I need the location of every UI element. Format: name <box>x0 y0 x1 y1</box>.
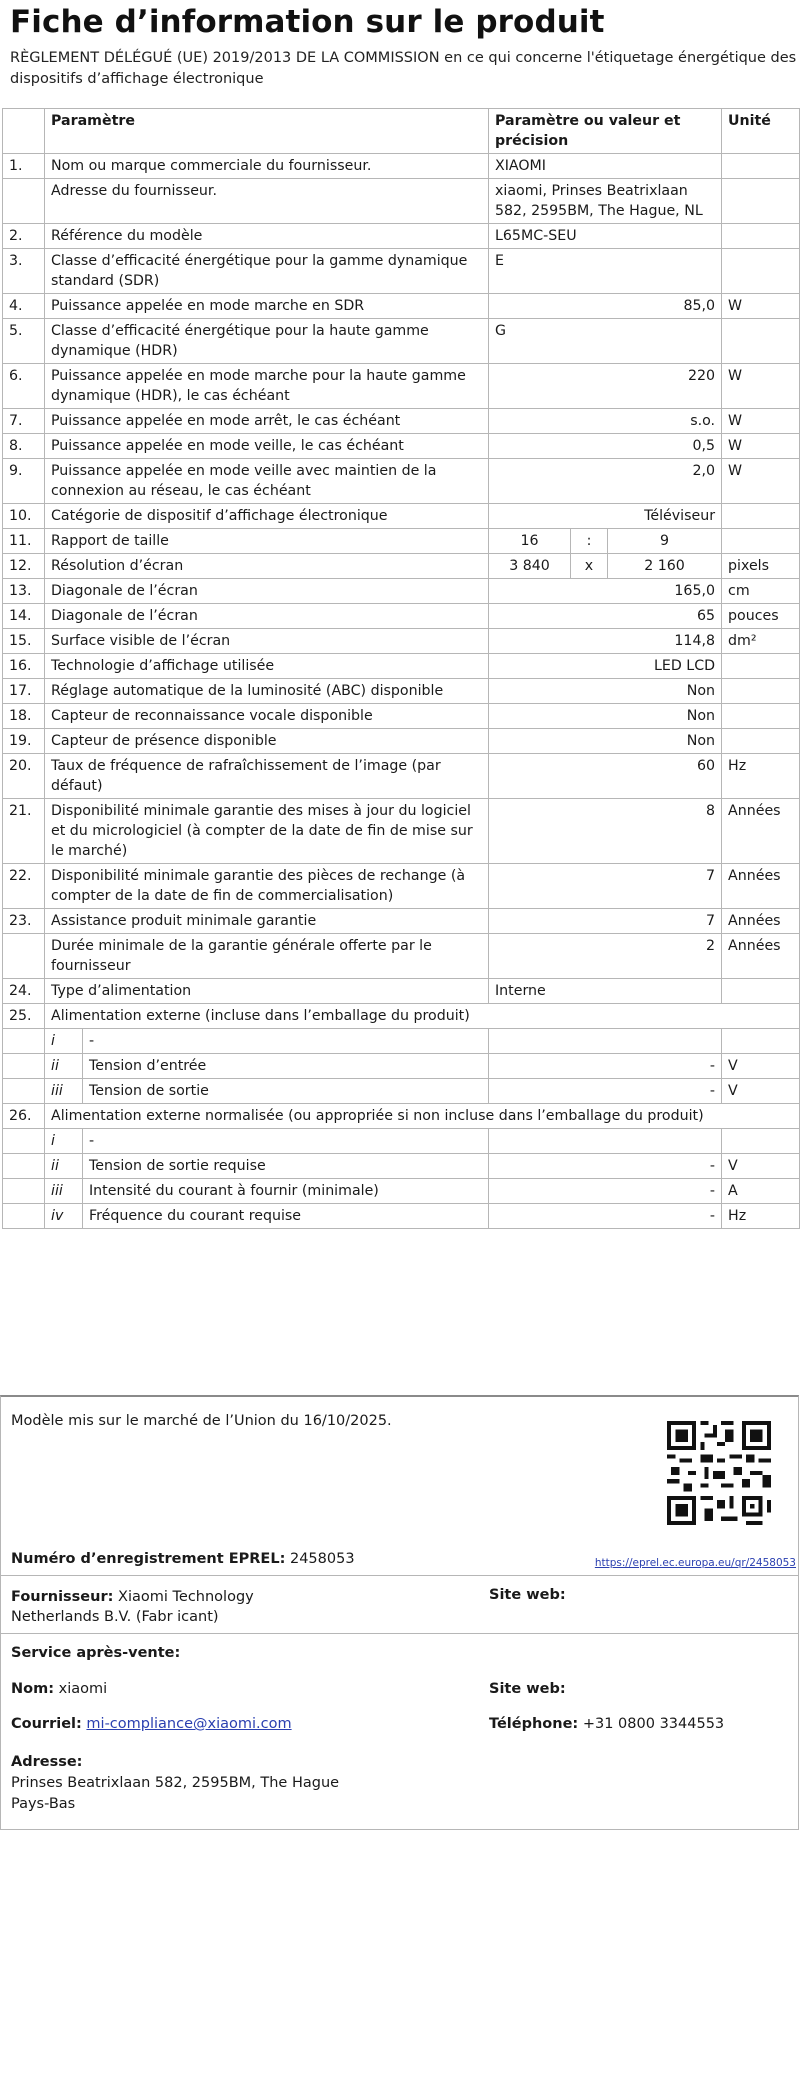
website-label-service: Site web: <box>489 1681 566 1697</box>
table-row: 21. Disponibilité minimale garantie des mises à jour du logiciel et du micrologiciel (à compter de la date de fin de mise sur le marché) 8 Années <box>3 799 800 864</box>
table-row: iii Tension de sortie - V <box>3 1079 800 1104</box>
phone-number: +31 0800 3344553 <box>582 1716 725 1732</box>
page-title: Fiche d’information sur le produit <box>10 4 605 40</box>
name-label: Nom: <box>11 1681 55 1697</box>
table-row: i - <box>3 1129 800 1154</box>
table-row: 2. Référence du modèle L65MC-SEU <box>3 224 800 249</box>
table-row: 8. Puissance appelée en mode veille, le cas échéant 0,5 W <box>3 434 800 459</box>
table-row: 15. Surface visible de l’écran 114,8 dm² <box>3 629 800 654</box>
regulation-subtitle: RÈGLEMENT DÉLÉGUÉ (UE) 2019/2013 DE LA COMMISSION en ce qui concerne l'étiquetage énergétique des dispositifs d’affichage électronique <box>10 50 797 87</box>
eprel-link[interactable]: https://eprel.ec.europa.eu/qr/2458053 <box>594 1557 796 1569</box>
email-label: Courriel: <box>11 1716 82 1732</box>
table-row: 5. Classe d’efficacité énergétique pour la haute gamme dynamique (HDR) G <box>3 319 800 364</box>
table-row: 6. Puissance appelée en mode marche pour la haute gamme dynamique (HDR), le cas échéant 220 W <box>3 364 800 409</box>
table-row: iv Fréquence du courant requise - Hz <box>3 1204 800 1229</box>
table-row: 9. Puissance appelée en mode veille avec maintien de la connexion au réseau, le cas échéant 2,0 W <box>3 459 800 504</box>
header-unit: Unité <box>722 109 800 154</box>
table-row: 16. Technologie d’affichage utilisée LED LCD <box>3 654 800 679</box>
email-link[interactable]: mi-compliance@xiaomi.com <box>86 1716 292 1732</box>
table-row: Adresse du fournisseur. xiaomi, Prinses Beatrixlaan 582, 2595BM, The Hague, NL <box>3 179 800 224</box>
product-info-table <box>2 108 800 1229</box>
table-row: 1. Nom ou marque commerciale du fournisseur. XIAOMI <box>3 154 800 179</box>
table-row: 11. Rapport de taille 16 : 9 <box>3 529 800 554</box>
eprel-label: Numéro d’enregistrement EPREL: <box>11 1551 286 1567</box>
table-row: 12. Résolution d’écran 3 840 x 2 160 pixels <box>3 554 800 579</box>
address-line-2: Pays-Bas <box>11 1796 76 1812</box>
table-row: 23. Assistance produit minimale garantie 7 Années <box>3 909 800 934</box>
header <box>10 4 800 90</box>
header-param: Paramètre <box>45 109 489 154</box>
market-date-text: Modèle mis sur le marché de l’Union du 16/10/2025. <box>11 1413 392 1429</box>
table-row: 10. Catégorie de dispositif d’affichage électronique Téléviseur <box>3 504 800 529</box>
table-row: 19. Capteur de présence disponible Non <box>3 729 800 754</box>
table-row: 26. Alimentation externe normalisée (ou appropriée si non incluse dans l’emballage du produit) <box>3 1104 800 1129</box>
table-row: 14. Diagonale de l’écran 65 pouces <box>3 604 800 629</box>
phone-label: Téléphone: <box>489 1716 579 1732</box>
table-row: iii Intensité du courant à fournir (minimale) - A <box>3 1179 800 1204</box>
service-label: Service après-vente: <box>11 1645 181 1661</box>
table-row: 3. Classe d’efficacité énergétique pour la gamme dynamique standard (SDR) E <box>3 249 800 294</box>
table-row: 17. Réglage automatique de la luminosité (ABC) disponible Non <box>3 679 800 704</box>
table-row: 25. Alimentation externe (incluse dans l’emballage du produit) <box>3 1004 800 1029</box>
table-row: ii Tension de sortie requise - V <box>3 1154 800 1179</box>
supplier-footer <box>0 1395 799 1830</box>
table-row: 4. Puissance appelée en mode marche en SDR 85,0 W <box>3 294 800 319</box>
table-row: 7. Puissance appelée en mode arrêt, le cas échéant s.o. W <box>3 409 800 434</box>
table-row: 13. Diagonale de l’écran 165,0 cm <box>3 579 800 604</box>
table-row: 24. Type d’alimentation Interne <box>3 979 800 1004</box>
table-row: 18. Capteur de reconnaissance vocale disponible Non <box>3 704 800 729</box>
eprel-number: 2458053 <box>289 1551 355 1567</box>
service-name: xiaomi <box>58 1681 108 1697</box>
supplier-name: Xiaomi Technology Netherlands B.V. (Fabr icant) <box>11 1589 254 1625</box>
website-label: Site web: <box>489 1587 566 1603</box>
header-value: Paramètre ou valeur et précision <box>489 109 722 154</box>
table-header-row <box>3 109 800 154</box>
table-row: i - <box>3 1029 800 1054</box>
qr-code-icon[interactable] <box>667 1421 771 1525</box>
supplier-label: Fournisseur: <box>11 1589 114 1605</box>
table-row: 22. Disponibilité minimale garantie des pièces de rechange (à compter de la date de fin de commercialisation) 7 Années <box>3 864 800 909</box>
address-label: Adresse: <box>11 1754 83 1770</box>
table-row: 20. Taux de fréquence de rafraîchissement de l’image (par défaut) 60 Hz <box>3 754 800 799</box>
table-row: Durée minimale de la garantie générale offerte par le fournisseur 2 Années <box>3 934 800 979</box>
address-line-1: Prinses Beatrixlaan 582, 2595BM, The Hague <box>11 1775 340 1791</box>
table-row: ii Tension d’entrée - V <box>3 1054 800 1079</box>
